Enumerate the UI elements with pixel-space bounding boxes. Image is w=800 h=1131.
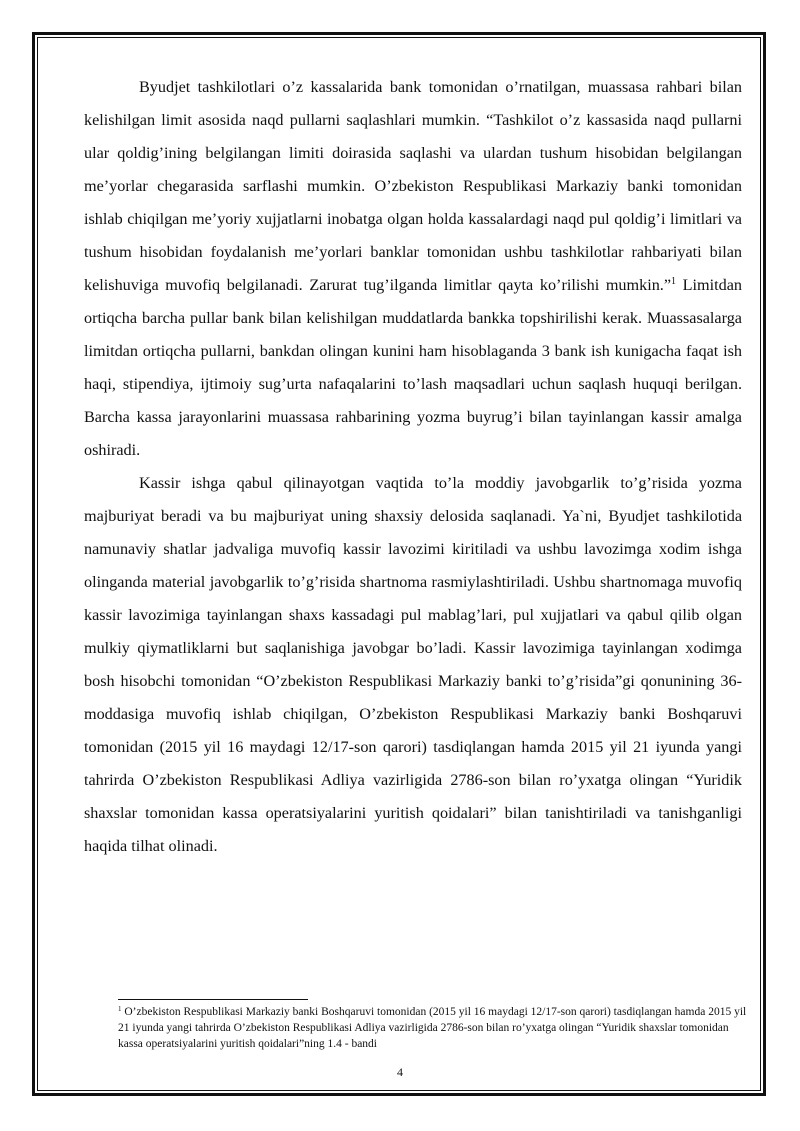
footnote-marker: 1 [118,1005,122,1013]
page-number: 4 [397,1065,403,1079]
footnote-text: O’zbekiston Respublikasi Markaziy banki Boshqaruvi tomonidan (2015 yil 16 maydagi 12/17-son qarori) tasdiqlangan hamda 2015 yil 21 iyunda yangi tahrirda O’zbekiston Respublikasi Adliya vazirligida 2786-son bilan ro’yxatga olingan “Yuridik shaxslar tomonidan kassa operatsiyalarini yuritish qoidalari”ning 1.4 - bandi [118,1006,747,1050]
footnote-reference: 1 [671,276,677,287]
paragraph-1-part-2: Limitdan ortiqcha barcha pullar bank bilan kelishilgan muddatlarda bankka topshirilishi kerak. Muassasalarga limitdan ortiqcha pullarni, bankdan olingan kunini ham hisoblaganda 3 bank ish kunigacha faqat ish haqi, stipendiya, ijtimoiy sug’urta nafaqalarini to’lash maqsadlari uchun saqlash huquqi berilgan. Barcha kassa jarayonlarini muassasa rahbarining yozma buyrug’i bilan tayinlangan kassir amalga oshiradi. [84,276,742,459]
body-text [84,71,742,863]
footnote [118,1004,748,1052]
footnote-separator [118,999,308,1000]
paragraph-1-part-1: Byudjet tashkilotlari o’z kassalarida bank tomonidan o’rnatilgan, muassasa rahbari bilan kelishilgan limit asosida naqd pullarni saqlashlari mumkin. “Tashkilot o’z kassasida naqd pullarni ular qoldig’ining belgilangan limiti doirasida saqlashi va ulardan tushum hisobidan belgilangan me’yorlar chegarasida sarflashi mumkin. O’zbekiston Respublikasi Markaziy banki tomonidan ishlab chiqilgan me’yoriy xujjatlarni inobatga olgan holda kassalardagi naqd pul qoldig’i limitlari va tushum hisobidan foydalanish me’yorlari banklar tomonidan ushbu tashkilotlar rahbariyati bilan kelishuviga muvofiq belgilanadi. Zarurat tug’ilganda limitlar qayta ko’rilishi mumkin.” [84,78,742,294]
paragraph-2: Kassir ishga qabul qilinayotgan vaqtida to’la moddiy javobgarlik to’g’risida yozma majburiyat beradi va bu majburiyat uning shaxsiy delosida saqlanadi. Ya`ni, Byudjet tashkilotida namunaviy shatlar jadvaliga muvofiq kassir lavozimi kiritiladi va ushbu lavozimga xodim ishga olinganda material javobgarlik to’g’risida shartnoma rasmiylashtiriladi. Ushbu shartnomaga muvofiq kassir lavozimiga tayinlangan shaxs kassadagi pul mablag’lari, pul xujjatlari va qabul qilib olgan mulkiy qiymatliklarni but saqlanishiga javobgar bo’ladi. Kassir lavozimiga tayinlangan xodimga bosh hisobchi tomonidan “O’zbekiston Respublikasi Markaziy banki to’g’risida”gi qonunining 36-moddasiga muvofiq ishlab chiqilgan, O’zbekiston Respublikasi Markaziy banki Boshqaruvi tomonidan (2015 yil 16 maydagi 12/17-son qarori) tasdiqlangan hamda 2015 yil 21 iyunda yangi tahrirda O’zbekiston Respublikasi Adliya vazirligida 2786-son bilan ro’yxatga olingan “Yuridik shaxslar tomonidan kassa operatsiyalarini yuritish qoidalari” bilan tanishtiriladi va tanishganligi haqida tilhat olinadi. [84,474,742,855]
paragraph-1 [84,71,742,467]
